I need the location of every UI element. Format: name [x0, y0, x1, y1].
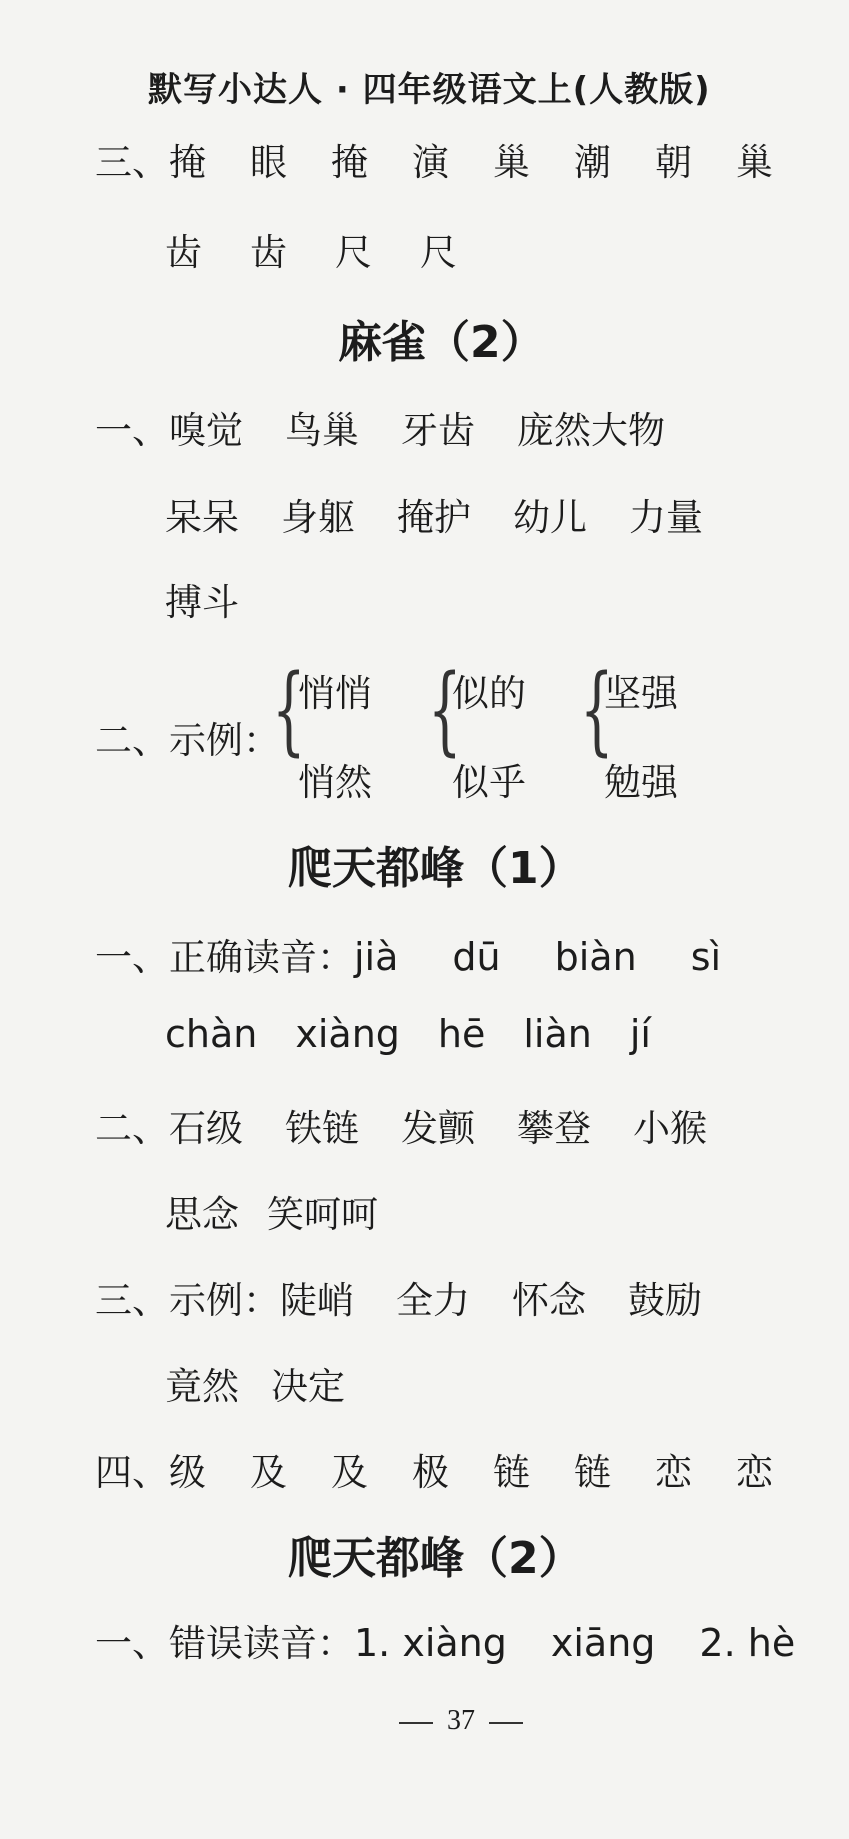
answer-item: 小猴 — [633, 1107, 707, 1150]
answer-item: 朝 — [655, 141, 692, 184]
answer-label: 一、错误读音： — [95, 1622, 354, 1665]
pinyin-item: chàn — [165, 1012, 258, 1056]
answer-item: 巢 — [493, 141, 530, 184]
pinyin-item: sì — [690, 935, 722, 979]
section-title-patian-2: 爬天都峰（2） — [288, 1533, 583, 1584]
maque2-s1-row3 — [165, 572, 239, 626]
maque2-s1-row2 — [165, 487, 703, 541]
maque2-s2-label: 二、示例： — [95, 719, 280, 762]
answer-item: 一、嗅觉 — [95, 409, 243, 452]
answer-item: 三、示例：陡峭 — [95, 1279, 354, 1322]
answer-item: 眼 — [250, 141, 287, 184]
answer-item: 二、石级 — [95, 1107, 243, 1150]
answer-item: 尺 — [420, 231, 457, 274]
answer-item: 掩护 — [397, 496, 471, 539]
answer-item: 链 — [493, 1451, 530, 1494]
answer-item: 演 — [412, 141, 449, 184]
pinyin-item: liàn — [523, 1012, 592, 1056]
answer-item: 及 — [331, 1451, 368, 1494]
answer-item: 鸟巢 — [285, 409, 359, 452]
footer-dash — [399, 1722, 433, 1724]
answer-item: 巢 — [736, 141, 773, 184]
answer-item: 决定 — [271, 1365, 345, 1408]
section-title-maque-2: 麻雀（2） — [338, 317, 545, 368]
patian2-s1-row1 — [95, 1613, 795, 1667]
answer-item: 潮 — [574, 141, 611, 184]
pinyin-item: biàn — [554, 935, 637, 979]
pinyin-item: jià — [354, 935, 399, 979]
brace-item: 悄悄 — [298, 672, 372, 715]
pinyin-item: 1. xiàng — [354, 1621, 507, 1665]
answer-item: 思念 — [165, 1193, 239, 1236]
answer-item: 尺 — [335, 231, 372, 274]
patian1-s1-row2 — [165, 1012, 651, 1056]
pinyin-item: dū — [452, 935, 501, 979]
brace-item: 似乎 — [452, 761, 526, 804]
brace-item: 坚强 — [604, 672, 678, 715]
answer-item: 幼儿 — [513, 496, 587, 539]
answer-item: 搏斗 — [165, 581, 239, 624]
answer-item: 四、级 — [95, 1451, 206, 1494]
answer-item: 身躯 — [281, 496, 355, 539]
patian1-s2-row2 — [165, 1184, 378, 1238]
prev-section-3-row2 — [165, 222, 457, 276]
pinyin-item: jí — [629, 1012, 651, 1056]
brace-shape: { — [580, 654, 614, 766]
answer-item: 怀念 — [512, 1279, 586, 1322]
page-header: 默写小达人 · 四年级语文上(人教版) — [148, 70, 711, 110]
patian1-s2-row1 — [95, 1098, 707, 1152]
brace-shape: { — [428, 654, 462, 766]
answer-item: 铁链 — [285, 1107, 359, 1150]
page-number: 37 — [447, 1705, 475, 1736]
answer-item: 呆呆 — [165, 496, 239, 539]
answer-item: 全力 — [396, 1279, 470, 1322]
brace-shape: { — [272, 654, 306, 766]
answer-item: 力量 — [629, 496, 703, 539]
answer-item: 齿 — [165, 231, 202, 274]
pinyin-item: xiāng — [550, 1621, 656, 1665]
page-footer — [385, 1705, 537, 1737]
maque2-s1-row1 — [95, 400, 665, 454]
answer-label: 一、正确读音： — [95, 936, 354, 979]
footer-dash — [489, 1722, 523, 1724]
answer-item: 鼓励 — [628, 1279, 702, 1322]
section-title-patian-1: 爬天都峰（1） — [288, 843, 583, 894]
answer-item: 极 — [412, 1451, 449, 1494]
patian1-s3-row2 — [165, 1356, 345, 1410]
answer-item: 竟然 — [165, 1365, 239, 1408]
pinyin-item: xiàng — [295, 1012, 400, 1056]
pinyin-item: hē — [437, 1012, 486, 1056]
answer-item: 恋 — [736, 1451, 773, 1494]
answer-item: 链 — [574, 1451, 611, 1494]
patian1-s3-row1 — [95, 1270, 702, 1324]
answer-item: 掩 — [331, 141, 368, 184]
brace-item: 悄然 — [298, 761, 372, 804]
prev-section-3-row1 — [95, 132, 773, 186]
answer-item: 齿 — [250, 231, 287, 274]
answer-item: 及 — [250, 1451, 287, 1494]
patian1-s1-row1 — [95, 927, 721, 981]
answer-item: 庞然大物 — [517, 409, 665, 452]
answer-item: 发颤 — [401, 1107, 475, 1150]
brace-item: 勉强 — [604, 761, 678, 804]
answer-item: 攀登 — [517, 1107, 591, 1150]
pinyin-item: 2. hè — [699, 1621, 796, 1665]
answer-item: 恋 — [655, 1451, 692, 1494]
answer-item: 三、掩 — [95, 141, 206, 184]
answer-item: 牙齿 — [401, 409, 475, 452]
patian1-s4-row1 — [95, 1442, 773, 1496]
brace-item: 似的 — [452, 672, 526, 715]
answer-item: 笑呵呵 — [267, 1193, 378, 1236]
